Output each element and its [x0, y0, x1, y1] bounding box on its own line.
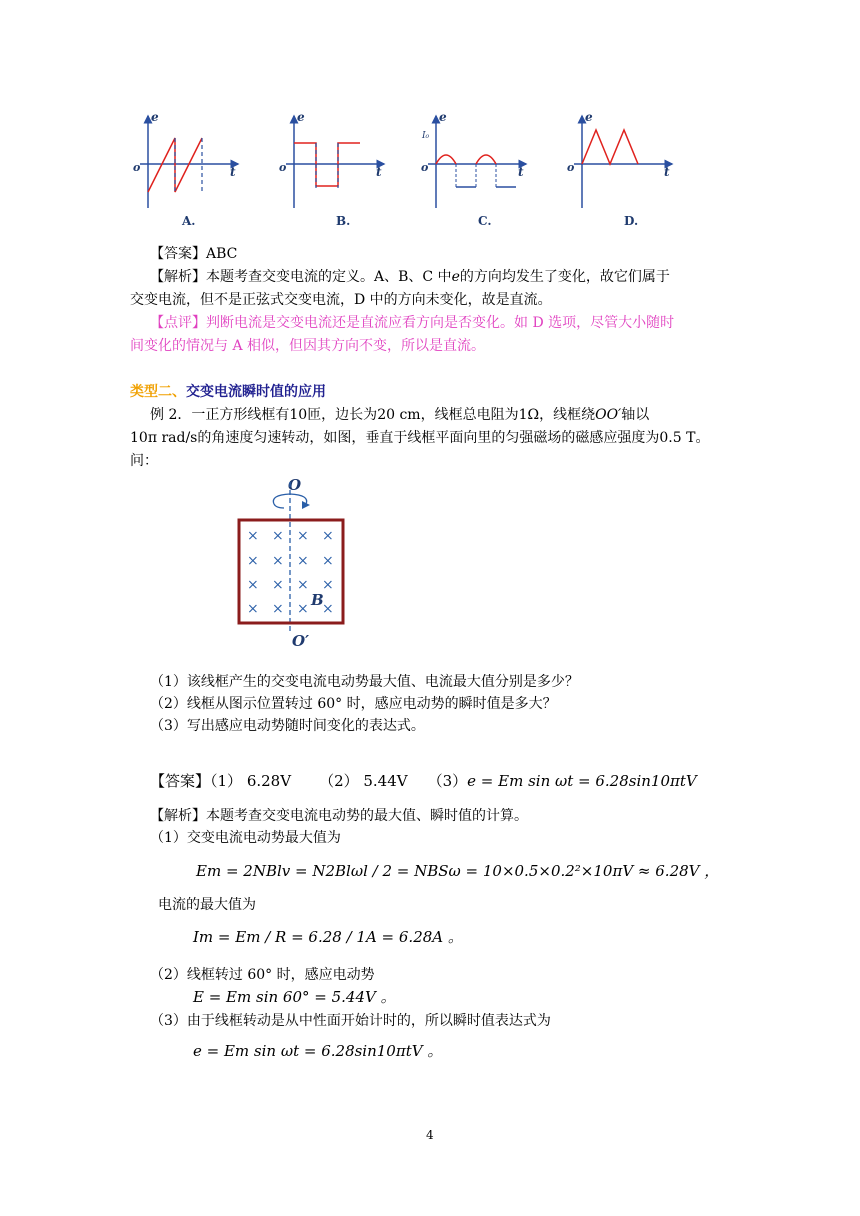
svg-text:×: × — [272, 553, 284, 569]
example-omega: 10π rad/s — [130, 430, 198, 446]
graph-d-o-label: o — [567, 161, 575, 174]
graph-a-t-label: t — [230, 165, 236, 179]
q1-analysis-text1: 本题考查交变电流的定义。A、B、C 中 — [206, 269, 452, 285]
svg-text:×: × — [322, 528, 334, 544]
q1-analysis-line2: 交变电流，但不是正弦式交变电流，D 中的方向未变化，故是直流。 — [130, 292, 552, 308]
q2-step3: （3）由于线框转动是从中性面开始计时的，所以瞬时值表达式为 — [150, 1013, 551, 1029]
example-line1 — [150, 404, 649, 424]
graph-a-e-label: e — [151, 110, 159, 124]
coil-figure — [230, 474, 358, 650]
svg-text:×: × — [322, 577, 334, 593]
q1-analysis-label: 【解析】 — [150, 269, 206, 285]
q2-step2: （2）线框转过 60° 时，感应电动势 — [150, 967, 375, 983]
svg-text:×: × — [272, 601, 284, 617]
question-3: （3）写出感应电动势随时间变化的表达式。 — [150, 718, 425, 734]
example-text-end: 。 — [695, 430, 710, 446]
q2-formula2: Im = Em / R = 6.28 / 1A = 6.28A 。 — [193, 928, 463, 946]
graph-d-t-label: t — [664, 165, 670, 179]
q2-ans3-prefix: （3） — [427, 772, 468, 790]
example-line3: 问： — [130, 453, 158, 469]
q1-analysis-text2: 的方向均发生了变化，故它们属于 — [459, 269, 670, 285]
figure-top-label: O — [288, 476, 302, 494]
example-text-line2: 的角速度匀速转动，如图，垂直于线框平面向里的匀强磁场的磁感应强度为 — [197, 430, 660, 446]
q1-comment-line2: 间变化的情况与 A 相似，但因其方向不变，所以是直流。 — [130, 338, 486, 354]
svg-text:×: × — [322, 601, 334, 617]
example-text-b: 匝，边长为 — [307, 407, 378, 423]
graph-c-caption: C. — [478, 214, 492, 228]
q1-answer — [150, 243, 237, 263]
example-resist: 1Ω — [518, 407, 540, 423]
graph-b-t-label: t — [376, 165, 382, 179]
example-axis: OO′ — [595, 407, 622, 423]
svg-text:×: × — [272, 528, 284, 544]
q1-analysis-e: e — [451, 269, 460, 285]
graph-c-e-label: e — [439, 110, 447, 124]
q1-answer-label: 【答案】 — [150, 246, 206, 262]
graph-c — [418, 108, 538, 232]
question-2: （2）线框从图示位置转过 60° 时，感应电动势的瞬时值是多大？ — [150, 696, 557, 712]
q2-current-label: 电流的最大值为 — [158, 897, 256, 913]
svg-text:×: × — [272, 577, 284, 593]
example-text-e: 轴以 — [621, 407, 650, 423]
section-heading — [130, 381, 326, 401]
q2-formula1: Em = 2NBlv = N2Blωl / 2 = NBSω = 10×0.5×0.2²×10πV ≈ 6.28V ， — [196, 862, 720, 880]
graph-b-o-label: o — [279, 161, 287, 174]
example-turns: 10 — [289, 407, 308, 423]
example-text-d: ，线框绕 — [539, 407, 596, 423]
q1-comment-line1: 【点评】判断电流是交变电流还是直流应看方向是否变化。如 D 选项，尽管大小随时 — [150, 315, 675, 331]
question-1: （1）该线框产生的交变电流电动势最大值、电流最大值分别是多少？ — [150, 674, 579, 690]
section-label: 类型二、 — [130, 384, 186, 400]
q2-formula3: E = Em sin 60° = 5.44V 。 — [193, 988, 396, 1006]
graph-c-o-label: o — [421, 161, 429, 174]
q2-answer-label: 【答案】 — [150, 772, 211, 790]
example-line2 — [130, 427, 709, 447]
svg-text:×: × — [247, 601, 259, 617]
svg-text:×: × — [297, 553, 309, 569]
svg-text:×: × — [297, 601, 309, 617]
section-title: 交变电流瞬时值的应用 — [186, 384, 326, 400]
graph-b-caption: B. — [336, 214, 351, 228]
q1-analysis-line1 — [150, 266, 670, 286]
svg-text:×: × — [297, 528, 309, 544]
graph-b — [276, 108, 396, 232]
graph-c-t-label: t — [518, 165, 524, 179]
graph-a — [130, 108, 250, 232]
q2-answer — [150, 770, 697, 791]
q2-analysis-label: 【解析】 — [150, 808, 206, 824]
q2-formula4: e = Em sin ωt = 6.28sin10πtV 。 — [193, 1042, 443, 1060]
svg-text:×: × — [297, 577, 309, 593]
graph-a-caption: A. — [182, 214, 196, 228]
example-field: 0.5 T — [659, 430, 696, 446]
page-number: 4 — [426, 1128, 434, 1142]
graph-d-caption: D. — [624, 214, 639, 228]
q2-ans2: （2） 5.44V — [319, 772, 408, 790]
graph-a-o-label: o — [133, 161, 141, 174]
example-text-c: ，线框总电阻为 — [420, 407, 519, 423]
example-side: 20 cm — [377, 407, 421, 423]
svg-text:×: × — [247, 528, 259, 544]
q2-ans1: （1） 6.28V — [210, 772, 292, 790]
q2-analysis — [150, 805, 528, 825]
svg-text:×: × — [247, 553, 259, 569]
graph-b-e-label: e — [297, 110, 305, 124]
figure-bottom-label: O′ — [292, 632, 310, 650]
graph-d — [564, 108, 684, 232]
graph-c-i0-label: I₀ — [422, 131, 430, 141]
svg-text:×: × — [322, 553, 334, 569]
figure-field-label: B — [311, 591, 324, 609]
q2-step1: （1）交变电流电动势最大值为 — [150, 830, 341, 846]
graph-d-e-label: e — [585, 110, 593, 124]
svg-text:×: × — [247, 577, 259, 593]
example-text-a: 例 2．一正方形线框有 — [150, 407, 290, 423]
q2-analysis-text: 本题考查交变电流电动势的最大值、瞬时值的计算。 — [206, 808, 528, 824]
q2-ans3-expr: e = Em sin ωt = 6.28sin10πtV — [467, 772, 697, 790]
q1-answer-value: ABC — [206, 246, 238, 262]
